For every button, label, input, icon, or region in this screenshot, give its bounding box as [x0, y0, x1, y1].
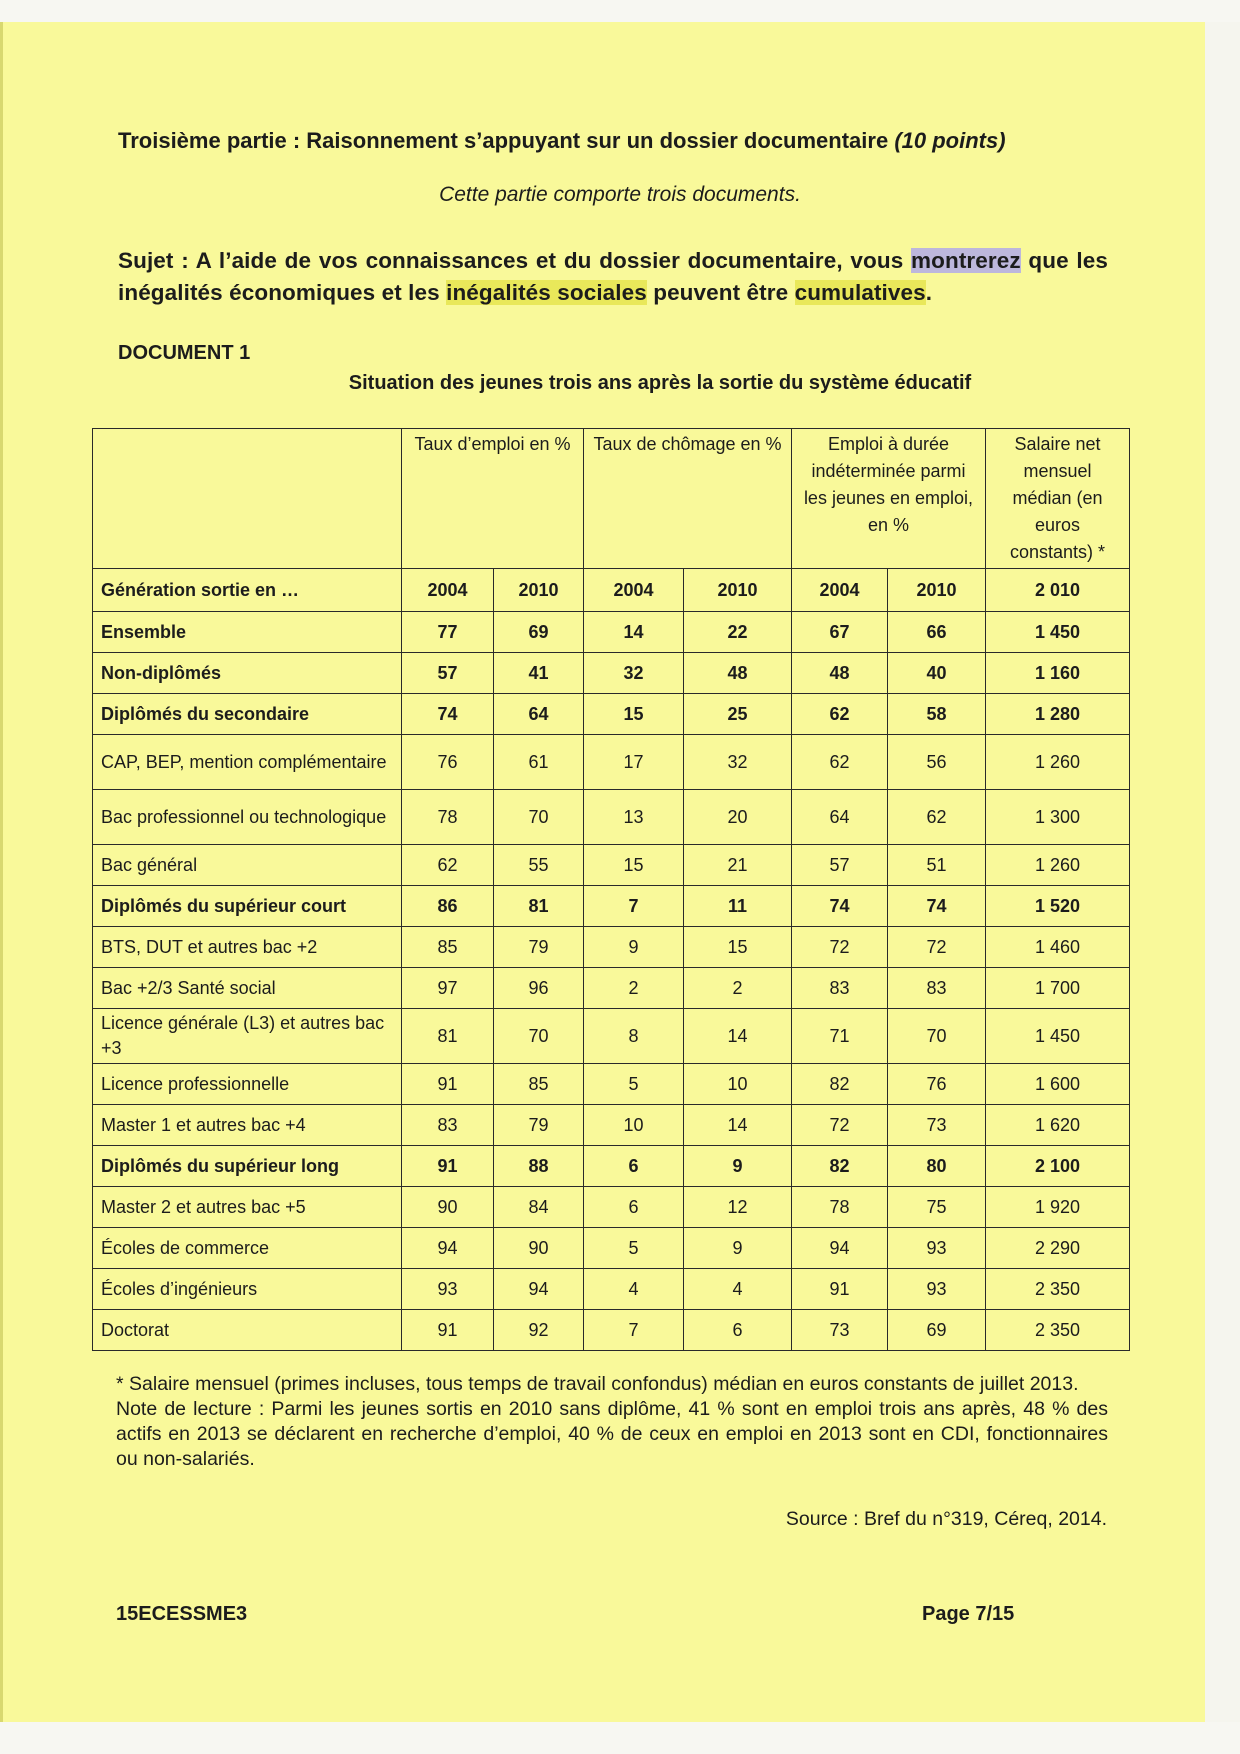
- table-cell: 32: [584, 653, 684, 694]
- table-cell: 86: [402, 886, 494, 927]
- table-cell: 94: [402, 1228, 494, 1269]
- table-cell: 6: [584, 1187, 684, 1228]
- year-cell: 2004: [584, 569, 684, 612]
- table-cell: 21: [684, 845, 792, 886]
- table-cell: 88: [494, 1146, 584, 1187]
- table-cell: 17: [584, 735, 684, 790]
- table-row: [93, 1105, 1130, 1146]
- table-cell: 85: [494, 1064, 584, 1105]
- subject-highlight-montrerez: montrerez: [911, 248, 1021, 273]
- subject-part-2: que les inégalités économiques et les: [118, 248, 1108, 305]
- table-cell: 90: [494, 1228, 584, 1269]
- table-cell: 4: [584, 1269, 684, 1310]
- table-cell: 70: [494, 790, 584, 845]
- year-cell: 2004: [402, 569, 494, 612]
- row-label: Master 2 et autres bac +5: [93, 1187, 402, 1228]
- table-cell: 4: [684, 1269, 792, 1310]
- table-row: [93, 612, 1130, 653]
- table-cell: 94: [494, 1269, 584, 1310]
- row-label: Diplômés du supérieur long: [93, 1146, 402, 1187]
- table-cell: 67: [792, 612, 888, 653]
- table-cell: 73: [888, 1105, 986, 1146]
- subject-highlight-cumulatives: cumulatives: [794, 280, 926, 305]
- table-cell: 57: [792, 845, 888, 886]
- table-cell: 2 350: [986, 1269, 1130, 1310]
- table-row: [93, 653, 1130, 694]
- year-cell: 2010: [684, 569, 792, 612]
- year-row-label: Génération sortie en …: [93, 569, 402, 612]
- table-cell: 9: [684, 1146, 792, 1187]
- table-cell: 1 620: [986, 1105, 1130, 1146]
- table-cell: 76: [888, 1064, 986, 1105]
- row-label: Ensemble: [93, 612, 402, 653]
- table-cell: 84: [494, 1187, 584, 1228]
- footnotes: [116, 1372, 1108, 1472]
- table-year-row: [93, 569, 1130, 612]
- subject-part-3: peuvent être: [646, 280, 795, 305]
- table-cell: 32: [684, 735, 792, 790]
- table-cell: 64: [792, 790, 888, 845]
- table-cell: 76: [402, 735, 494, 790]
- table-cell: 75: [888, 1187, 986, 1228]
- table-cell: 62: [792, 735, 888, 790]
- subject-part-1: Sujet : A l’aide de vos connaissances et du dossier documentaire, vous: [118, 248, 912, 273]
- row-label: Écoles d’ingénieurs: [93, 1269, 402, 1310]
- table-cell: 66: [888, 612, 986, 653]
- table-cell: 70: [494, 1009, 584, 1064]
- table-cell: 79: [494, 927, 584, 968]
- table-cell: 1 920: [986, 1187, 1130, 1228]
- table-cell: 74: [402, 694, 494, 735]
- row-label: Licence générale (L3) et autres bac +3: [93, 1009, 402, 1064]
- table-cell: 83: [888, 968, 986, 1009]
- row-label: BTS, DUT et autres bac +2: [93, 927, 402, 968]
- table-cell: 77: [402, 612, 494, 653]
- table-header-empty: [93, 429, 402, 569]
- table-cell: 22: [684, 612, 792, 653]
- table-cell: 1 600: [986, 1064, 1130, 1105]
- table-row: [93, 886, 1130, 927]
- table-cell: 71: [792, 1009, 888, 1064]
- table-cell: 61: [494, 735, 584, 790]
- table-row: [93, 694, 1130, 735]
- table-cell: 83: [792, 968, 888, 1009]
- table-cell: 78: [792, 1187, 888, 1228]
- table-cell: 1 160: [986, 653, 1130, 694]
- table-cell: 85: [402, 927, 494, 968]
- table-cell: 81: [402, 1009, 494, 1064]
- subject-highlight-inegalites: inégalités sociales: [446, 280, 647, 305]
- table-cell: 92: [494, 1310, 584, 1351]
- row-label: Bac professionnel ou technologique: [93, 790, 402, 845]
- table-row: [93, 927, 1130, 968]
- table-cell: 1 280: [986, 694, 1130, 735]
- row-label: Doctorat: [93, 1310, 402, 1351]
- document-caption: Situation des jeunes trois ans après la sortie du système éducatif: [348, 372, 972, 394]
- year-cell: 2010: [888, 569, 986, 612]
- section-heading-text: Troisième partie : Raisonnement s’appuyant sur un dossier documentaire: [118, 128, 895, 153]
- table-cell: 83: [402, 1105, 494, 1146]
- table-cell: 2 350: [986, 1310, 1130, 1351]
- table-cell: 1 460: [986, 927, 1130, 968]
- table-cell: 13: [584, 790, 684, 845]
- table-cell: 72: [792, 927, 888, 968]
- table-cell: 79: [494, 1105, 584, 1146]
- table-cell: 62: [792, 694, 888, 735]
- table-cell: 2: [684, 968, 792, 1009]
- row-label: Non-diplômés: [93, 653, 402, 694]
- table-cell: 64: [494, 694, 584, 735]
- year-cell: 2010: [494, 569, 584, 612]
- table-row: [93, 1187, 1130, 1228]
- table-row: [93, 1269, 1130, 1310]
- source-citation: Source : Bref du n°319, Céreq, 2014.: [785, 1508, 1107, 1530]
- table-header-row: [93, 429, 1130, 569]
- table-cell: 15: [584, 845, 684, 886]
- table-cell: 10: [684, 1064, 792, 1105]
- table-cell: 40: [888, 653, 986, 694]
- table-cell: 7: [584, 1310, 684, 1351]
- row-label: Licence professionnelle: [93, 1064, 402, 1105]
- table-cell: 10: [584, 1105, 684, 1146]
- subject-statement: [118, 245, 1108, 309]
- table-cell: 96: [494, 968, 584, 1009]
- table-cell: 15: [584, 694, 684, 735]
- table-cell: 41: [494, 653, 584, 694]
- table-cell: 1 260: [986, 845, 1130, 886]
- table-row: [93, 968, 1130, 1009]
- table-cell: 94: [792, 1228, 888, 1269]
- table-cell: 6: [684, 1310, 792, 1351]
- table-header-cell: Emploi à durée indéterminée parmi les jeunes en emploi, en %: [792, 429, 986, 569]
- table-cell: 80: [888, 1146, 986, 1187]
- table-row: [93, 1228, 1130, 1269]
- table-cell: 55: [494, 845, 584, 886]
- exam-code: 15ECESSME3: [116, 1603, 248, 1625]
- table-cell: 5: [584, 1064, 684, 1105]
- row-label: Master 1 et autres bac +4: [93, 1105, 402, 1146]
- table-cell: 82: [792, 1064, 888, 1105]
- table-cell: 25: [684, 694, 792, 735]
- table-cell: 1 520: [986, 886, 1130, 927]
- table-cell: 7: [584, 886, 684, 927]
- table-cell: 81: [494, 886, 584, 927]
- table-cell: 12: [684, 1187, 792, 1228]
- table-cell: 56: [888, 735, 986, 790]
- table-row: [93, 845, 1130, 886]
- table-row: [93, 790, 1130, 845]
- table-cell: 9: [584, 927, 684, 968]
- table-cell: 82: [792, 1146, 888, 1187]
- reading-note: Note de lecture : Parmi les jeunes sortis en 2010 sans diplôme, 41 % sont en emploi trois ans après, 48 % des actifs en 2013 se déclarent en recherche d’emploi, 40 % de ceux en emploi en 2013 sont en CDI, fonctionnaires ou non-salariés.: [116, 1398, 1108, 1470]
- table-cell: 48: [792, 653, 888, 694]
- row-label: Bac +2/3 Santé social: [93, 968, 402, 1009]
- data-table: [92, 428, 1130, 1351]
- table-cell: 93: [888, 1269, 986, 1310]
- table-cell: 57: [402, 653, 494, 694]
- table-cell: 69: [888, 1310, 986, 1351]
- table-header-cell: Taux d’emploi en %: [402, 429, 584, 569]
- table-cell: 15: [684, 927, 792, 968]
- page-number: Page 7/15: [922, 1603, 1015, 1625]
- table-cell: 62: [888, 790, 986, 845]
- table-header-cell: Taux de chômage en %: [584, 429, 792, 569]
- table-cell: 74: [888, 886, 986, 927]
- table-cell: 14: [684, 1105, 792, 1146]
- table-row: [93, 1064, 1130, 1105]
- table-cell: 91: [792, 1269, 888, 1310]
- table-cell: 5: [584, 1228, 684, 1269]
- row-label: Écoles de commerce: [93, 1228, 402, 1269]
- table-cell: 8: [584, 1009, 684, 1064]
- table-cell: 2: [584, 968, 684, 1009]
- table-cell: 73: [792, 1310, 888, 1351]
- table-cell: 11: [684, 886, 792, 927]
- subject-part-4: .: [925, 280, 933, 305]
- table-cell: 93: [888, 1228, 986, 1269]
- table-cell: 48: [684, 653, 792, 694]
- table-cell: 14: [584, 612, 684, 653]
- row-label: Bac général: [93, 845, 402, 886]
- table-cell: 70: [888, 1009, 986, 1064]
- footnote-salary: * Salaire mensuel (primes incluses, tous temps de travail confondus) médian en euros constants de juillet 2013.: [116, 1373, 1079, 1395]
- year-cell: 2 010: [986, 569, 1130, 612]
- table-cell: 51: [888, 845, 986, 886]
- section-heading: [118, 128, 1118, 154]
- table-row: [93, 1146, 1130, 1187]
- table-cell: 14: [684, 1009, 792, 1064]
- table-cell: 91: [402, 1146, 494, 1187]
- table-header-cell: Salaire net mensuel médian (en euros constants) *: [986, 429, 1130, 569]
- table-cell: 97: [402, 968, 494, 1009]
- section-heading-points: (10 points): [894, 128, 1006, 153]
- table-cell: 58: [888, 694, 986, 735]
- table-cell: 91: [402, 1310, 494, 1351]
- table-cell: 78: [402, 790, 494, 845]
- table-cell: 1 300: [986, 790, 1130, 845]
- table-cell: 72: [888, 927, 986, 968]
- table-row: [93, 1310, 1130, 1351]
- table-cell: 6: [584, 1146, 684, 1187]
- row-label: Diplômés du supérieur court: [93, 886, 402, 927]
- table-cell: 72: [792, 1105, 888, 1146]
- table-cell: 1 260: [986, 735, 1130, 790]
- table-row: [93, 1009, 1130, 1064]
- table-cell: 2 290: [986, 1228, 1130, 1269]
- table-cell: 20: [684, 790, 792, 845]
- table-cell: 62: [402, 845, 494, 886]
- left-margin-shadow: [0, 22, 3, 1722]
- row-label: CAP, BEP, mention complémentaire: [93, 735, 402, 790]
- section-subtitle: Cette partie comporte trois documents.: [439, 183, 801, 206]
- year-cell: 2004: [792, 569, 888, 612]
- table-row: [93, 735, 1130, 790]
- table-cell: 74: [792, 886, 888, 927]
- table-cell: 91: [402, 1064, 494, 1105]
- table-cell: 93: [402, 1269, 494, 1310]
- table-cell: 1 450: [986, 1009, 1130, 1064]
- table-cell: 69: [494, 612, 584, 653]
- table-cell: 1 450: [986, 612, 1130, 653]
- document-label: DOCUMENT 1: [118, 342, 251, 364]
- table-cell: 2 100: [986, 1146, 1130, 1187]
- table-cell: 9: [684, 1228, 792, 1269]
- table-cell: 1 700: [986, 968, 1130, 1009]
- row-label: Diplômés du secondaire: [93, 694, 402, 735]
- table-cell: 90: [402, 1187, 494, 1228]
